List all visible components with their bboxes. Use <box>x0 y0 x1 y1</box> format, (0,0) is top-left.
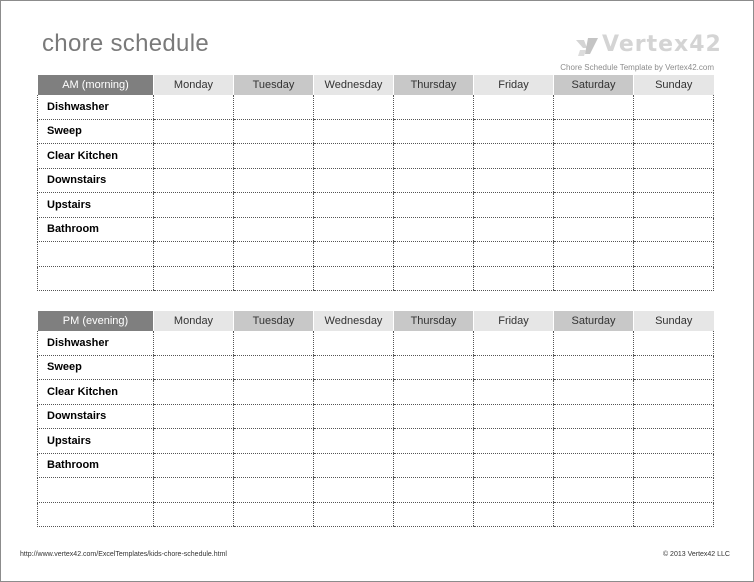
schedule-cell-thursday[interactable] <box>394 380 474 405</box>
schedule-cell-tuesday[interactable] <box>234 478 314 503</box>
schedule-cell-sunday[interactable] <box>634 119 714 144</box>
schedule-cell-monday[interactable] <box>154 502 234 527</box>
schedule-cell-tuesday[interactable] <box>234 144 314 169</box>
schedule-cell-sunday[interactable] <box>634 429 714 454</box>
schedule-cell-sunday[interactable] <box>634 242 714 267</box>
schedule-cell-tuesday[interactable] <box>234 168 314 193</box>
schedule-cell-wednesday[interactable] <box>314 502 394 527</box>
am-chore-row <box>38 168 714 193</box>
schedule-cell-saturday[interactable] <box>554 193 634 218</box>
schedule-cell-wednesday[interactable] <box>314 453 394 478</box>
schedule-cell-wednesday[interactable] <box>314 380 394 405</box>
chore-name-cell[interactable]: Upstairs <box>38 193 154 218</box>
schedule-cell-monday[interactable] <box>154 217 234 242</box>
schedule-cell-saturday[interactable] <box>554 502 634 527</box>
schedule-cell-friday[interactable] <box>474 217 554 242</box>
schedule-cell-saturday[interactable] <box>554 144 634 169</box>
day-header-friday: Friday <box>474 75 554 95</box>
schedule-cell-saturday[interactable] <box>554 478 634 503</box>
am-chore-row <box>38 144 714 169</box>
schedule-cell-friday[interactable] <box>474 119 554 144</box>
chore-name-cell[interactable] <box>38 266 154 291</box>
schedule-cell-wednesday[interactable] <box>314 331 394 355</box>
schedule-cell-thursday[interactable] <box>394 119 474 144</box>
schedule-cell-monday[interactable] <box>154 144 234 169</box>
schedule-cell-friday[interactable] <box>474 429 554 454</box>
pm-chore-row <box>38 453 714 478</box>
schedule-cell-thursday[interactable] <box>394 355 474 380</box>
chore-name-cell[interactable] <box>38 242 154 267</box>
chore-name-cell[interactable]: Bathroom <box>38 217 154 242</box>
pm-chore-row <box>38 404 714 429</box>
schedule-cell-friday[interactable] <box>474 453 554 478</box>
pm-schedule-table <box>37 311 714 527</box>
template-subtitle: Chore Schedule Template by Vertex42.com <box>560 63 714 72</box>
schedule-cell-saturday[interactable] <box>554 355 634 380</box>
schedule-cell-wednesday[interactable] <box>314 168 394 193</box>
pm-chore-row <box>38 429 714 454</box>
schedule-cell-monday[interactable] <box>154 95 234 119</box>
schedule-cell-saturday[interactable] <box>554 119 634 144</box>
schedule-cell-sunday[interactable] <box>634 404 714 429</box>
schedule-cell-tuesday[interactable] <box>234 119 314 144</box>
schedule-cell-thursday[interactable] <box>394 168 474 193</box>
schedule-cell-wednesday[interactable] <box>314 266 394 291</box>
schedule-cell-thursday[interactable] <box>394 144 474 169</box>
schedule-cell-monday[interactable] <box>154 478 234 503</box>
day-header-friday: Friday <box>474 311 554 331</box>
pm-chore-row <box>38 331 714 355</box>
schedule-cell-saturday[interactable] <box>554 168 634 193</box>
schedule-cell-wednesday[interactable] <box>314 478 394 503</box>
schedule-cell-tuesday[interactable] <box>234 355 314 380</box>
schedule-cell-saturday[interactable] <box>554 217 634 242</box>
schedule-cell-tuesday[interactable] <box>234 380 314 405</box>
schedule-cell-wednesday[interactable] <box>314 429 394 454</box>
day-header-thursday: Thursday <box>394 75 474 95</box>
am-schedule-table <box>37 75 714 291</box>
footer-copyright: © 2013 Vertex42 LLC <box>662 551 730 558</box>
schedule-cell-tuesday[interactable] <box>234 502 314 527</box>
schedule-cell-sunday[interactable] <box>634 144 714 169</box>
schedule-cell-monday[interactable] <box>154 168 234 193</box>
schedule-cell-monday[interactable] <box>154 266 234 291</box>
footer-url: http://www.vertex42.com/ExcelTemplates/kids-chore-schedule.html <box>20 551 227 558</box>
schedule-cell-friday[interactable] <box>474 404 554 429</box>
schedule-cell-wednesday[interactable] <box>314 355 394 380</box>
am-chore-row <box>38 119 714 144</box>
schedule-cell-wednesday[interactable] <box>314 242 394 267</box>
chore-name-cell[interactable]: Clear Kitchen <box>38 144 154 169</box>
schedule-cell-monday[interactable] <box>154 193 234 218</box>
schedule-cell-tuesday[interactable] <box>234 404 314 429</box>
day-header-tuesday: Tuesday <box>234 75 314 95</box>
schedule-cell-saturday[interactable] <box>554 242 634 267</box>
schedule-cell-friday[interactable] <box>474 242 554 267</box>
schedule-cell-tuesday[interactable] <box>234 266 314 291</box>
schedule-cell-saturday[interactable] <box>554 404 634 429</box>
chore-name-cell[interactable] <box>38 478 154 503</box>
schedule-cell-tuesday[interactable] <box>234 453 314 478</box>
chore-name-cell[interactable]: Sweep <box>38 355 154 380</box>
chore-name-cell[interactable]: Dishwasher <box>38 95 154 119</box>
vertex42-logo <box>574 32 722 60</box>
schedule-cell-tuesday[interactable] <box>234 429 314 454</box>
schedule-cell-sunday[interactable] <box>634 502 714 527</box>
chore-name-cell[interactable] <box>38 502 154 527</box>
schedule-cell-thursday[interactable] <box>394 95 474 119</box>
schedule-cell-thursday[interactable] <box>394 217 474 242</box>
schedule-cell-monday[interactable] <box>154 429 234 454</box>
chore-name-cell[interactable]: Bathroom <box>38 453 154 478</box>
schedule-cell-wednesday[interactable] <box>314 404 394 429</box>
schedule-cell-sunday[interactable] <box>634 217 714 242</box>
schedule-cell-friday[interactable] <box>474 355 554 380</box>
day-header-thursday: Thursday <box>394 311 474 331</box>
day-header-wednesday: Wednesday <box>314 311 394 331</box>
schedule-cell-saturday[interactable] <box>554 453 634 478</box>
schedule-cell-tuesday[interactable] <box>234 242 314 267</box>
chore-name-cell[interactable]: Sweep <box>38 119 154 144</box>
pm-chore-row <box>38 355 714 380</box>
schedule-cell-thursday[interactable] <box>394 453 474 478</box>
schedule-cell-friday[interactable] <box>474 193 554 218</box>
pm-chore-row <box>38 478 714 503</box>
am-header-row <box>38 75 714 95</box>
schedule-cell-monday[interactable] <box>154 453 234 478</box>
schedule-cell-friday[interactable] <box>474 168 554 193</box>
schedule-cell-sunday[interactable] <box>634 193 714 218</box>
schedule-cell-saturday[interactable] <box>554 95 634 119</box>
schedule-cell-thursday[interactable] <box>394 193 474 218</box>
am-chore-row <box>38 242 714 267</box>
schedule-cell-monday[interactable] <box>154 119 234 144</box>
logo-text: Vertex42 <box>602 32 722 57</box>
schedule-cell-sunday[interactable] <box>634 355 714 380</box>
day-header-sunday: Sunday <box>634 311 714 331</box>
chore-name-cell[interactable]: Dishwasher <box>38 331 154 355</box>
schedule-cell-saturday[interactable] <box>554 266 634 291</box>
am-section-label: AM (morning) <box>38 75 154 95</box>
day-header-saturday: Saturday <box>554 311 634 331</box>
schedule-cell-monday[interactable] <box>154 380 234 405</box>
pm-chore-row <box>38 380 714 405</box>
schedule-cell-monday[interactable] <box>154 242 234 267</box>
chore-name-cell[interactable]: Upstairs <box>38 429 154 454</box>
day-header-sunday: Sunday <box>634 75 714 95</box>
schedule-cell-friday[interactable] <box>474 331 554 355</box>
pm-section-label: PM (evening) <box>38 311 154 331</box>
schedule-cell-monday[interactable] <box>154 404 234 429</box>
schedule-cell-wednesday[interactable] <box>314 119 394 144</box>
schedule-cell-thursday[interactable] <box>394 331 474 355</box>
schedule-cell-thursday[interactable] <box>394 242 474 267</box>
schedule-cell-sunday[interactable] <box>634 95 714 119</box>
pm-header-row <box>38 311 714 331</box>
schedule-cell-saturday[interactable] <box>554 380 634 405</box>
am-chore-row <box>38 266 714 291</box>
day-header-saturday: Saturday <box>554 75 634 95</box>
schedule-cell-friday[interactable] <box>474 144 554 169</box>
schedule-cell-friday[interactable] <box>474 95 554 119</box>
schedule-cell-thursday[interactable] <box>394 404 474 429</box>
am-chore-row <box>38 95 714 119</box>
chore-name-cell[interactable]: Clear Kitchen <box>38 380 154 405</box>
day-header-monday: Monday <box>154 75 234 95</box>
schedule-cell-tuesday[interactable] <box>234 95 314 119</box>
schedule-cell-tuesday[interactable] <box>234 331 314 355</box>
day-header-wednesday: Wednesday <box>314 75 394 95</box>
schedule-cell-monday[interactable] <box>154 355 234 380</box>
vertex42-logo-icon <box>574 36 600 58</box>
chore-name-cell[interactable]: Downstairs <box>38 168 154 193</box>
schedule-cell-thursday[interactable] <box>394 478 474 503</box>
schedule-cell-tuesday[interactable] <box>234 193 314 218</box>
schedule-cell-sunday[interactable] <box>634 380 714 405</box>
schedule-cell-sunday[interactable] <box>634 478 714 503</box>
schedule-cell-friday[interactable] <box>474 266 554 291</box>
schedule-cell-wednesday[interactable] <box>314 95 394 119</box>
day-header-monday: Monday <box>154 311 234 331</box>
schedule-cell-wednesday[interactable] <box>314 193 394 218</box>
schedule-cell-sunday[interactable] <box>634 266 714 291</box>
schedule-cell-sunday[interactable] <box>634 331 714 355</box>
schedule-cell-friday[interactable] <box>474 380 554 405</box>
pm-chore-row <box>38 502 714 527</box>
schedule-cell-friday[interactable] <box>474 502 554 527</box>
schedule-cell-friday[interactable] <box>474 478 554 503</box>
day-header-tuesday: Tuesday <box>234 311 314 331</box>
schedule-cell-sunday[interactable] <box>634 168 714 193</box>
am-chore-row <box>38 193 714 218</box>
chore-name-cell[interactable]: Downstairs <box>38 404 154 429</box>
schedule-cell-sunday[interactable] <box>634 453 714 478</box>
schedule-cell-wednesday[interactable] <box>314 144 394 169</box>
am-chore-row <box>38 217 714 242</box>
schedule-cell-thursday[interactable] <box>394 266 474 291</box>
schedule-cell-thursday[interactable] <box>394 429 474 454</box>
schedule-cell-wednesday[interactable] <box>314 217 394 242</box>
schedule-cell-tuesday[interactable] <box>234 217 314 242</box>
schedule-cell-saturday[interactable] <box>554 331 634 355</box>
schedule-cell-thursday[interactable] <box>394 502 474 527</box>
schedule-cell-saturday[interactable] <box>554 429 634 454</box>
page-title: chore schedule <box>42 30 209 57</box>
schedule-cell-monday[interactable] <box>154 331 234 355</box>
